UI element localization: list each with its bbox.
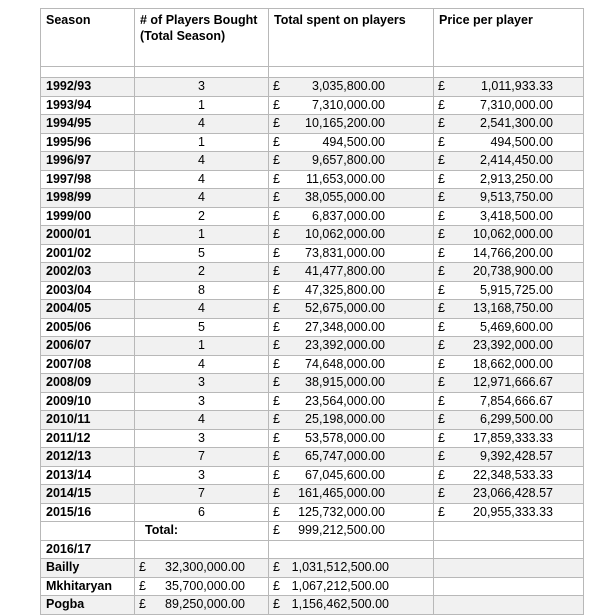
amount: 53,578,000.00 bbox=[305, 430, 385, 445]
amount: 17,859,333.33 bbox=[473, 430, 553, 445]
players-count-cell: 4 bbox=[135, 411, 269, 430]
amount: 494,500.00 bbox=[490, 134, 553, 149]
amount: 6,837,000.00 bbox=[312, 208, 385, 223]
table-row bbox=[41, 244, 584, 263]
amount: 3,035,800.00 bbox=[312, 79, 385, 94]
total-spent-cell bbox=[269, 281, 434, 300]
table-row bbox=[41, 263, 584, 282]
amount: 1,011,933.33 bbox=[480, 79, 553, 94]
signing-row bbox=[41, 577, 584, 596]
players-count-cell: 4 bbox=[135, 115, 269, 134]
total-spent-cell bbox=[269, 448, 434, 467]
players-count-cell: 3 bbox=[135, 374, 269, 393]
currency-symbol: £ bbox=[273, 301, 280, 316]
currency-symbol: £ bbox=[273, 282, 280, 297]
total-spent-cell bbox=[269, 355, 434, 374]
currency-symbol: £ bbox=[139, 578, 146, 593]
total-spent-cell bbox=[269, 170, 434, 189]
price-per-player-cell bbox=[434, 448, 584, 467]
amount: 23,066,428.57 bbox=[473, 486, 553, 501]
amount: 52,675,000.00 bbox=[305, 301, 385, 316]
currency-symbol: £ bbox=[438, 245, 445, 260]
season-cell: 2012/13 bbox=[41, 448, 135, 467]
players-count-cell: 1 bbox=[135, 226, 269, 245]
empty-cell bbox=[434, 596, 584, 615]
currency-symbol: £ bbox=[438, 134, 445, 149]
amount: 32,300,000.00 bbox=[165, 560, 245, 575]
running-total-cell bbox=[269, 596, 434, 615]
price-per-player-cell bbox=[434, 429, 584, 448]
amount: 23,392,000.00 bbox=[305, 338, 385, 353]
amount: 9,657,800.00 bbox=[312, 153, 385, 168]
price-per-player-cell bbox=[434, 189, 584, 208]
total-spent-cell bbox=[269, 429, 434, 448]
table-row bbox=[41, 318, 584, 337]
amount: 20,955,333.33 bbox=[473, 504, 553, 519]
season-cell: 2005/06 bbox=[41, 318, 135, 337]
transfer-fee-cell bbox=[135, 596, 269, 615]
currency-symbol: £ bbox=[273, 467, 280, 482]
header-price-per-player: Price per player bbox=[434, 9, 584, 67]
spacer-row bbox=[41, 67, 584, 78]
currency-symbol: £ bbox=[273, 412, 280, 427]
total-spent-cell bbox=[269, 374, 434, 393]
total-spent-cell bbox=[269, 133, 434, 152]
amount: 89,250,000.00 bbox=[165, 597, 245, 612]
players-count-cell: 4 bbox=[135, 152, 269, 171]
amount: 73,831,000.00 bbox=[305, 245, 385, 260]
total-spent-cell bbox=[269, 152, 434, 171]
table-row bbox=[41, 152, 584, 171]
header-players-bought: # of Players Bought (Total Season) bbox=[135, 9, 269, 67]
currency-symbol: £ bbox=[273, 523, 280, 538]
currency-symbol: £ bbox=[438, 79, 445, 94]
transfer-fee-cell bbox=[135, 559, 269, 578]
amount: 999,212,500.00 bbox=[298, 523, 385, 538]
amount: 11,653,000.00 bbox=[305, 171, 385, 186]
currency-symbol: £ bbox=[438, 171, 445, 186]
table-row bbox=[41, 78, 584, 97]
table-row bbox=[41, 448, 584, 467]
total-spent-cell bbox=[269, 244, 434, 263]
amount: 14,766,200.00 bbox=[473, 245, 553, 260]
season-cell: 1995/96 bbox=[41, 133, 135, 152]
players-count-cell: 2 bbox=[135, 207, 269, 226]
price-per-player-cell bbox=[434, 96, 584, 115]
currency-symbol: £ bbox=[438, 356, 445, 371]
currency-symbol: £ bbox=[273, 245, 280, 260]
amount: 9,513,750.00 bbox=[480, 190, 553, 205]
price-per-player-cell bbox=[434, 374, 584, 393]
amount: 74,648,000.00 bbox=[305, 356, 385, 371]
players-count-cell: 3 bbox=[135, 466, 269, 485]
price-per-player-cell bbox=[434, 300, 584, 319]
table-row bbox=[41, 189, 584, 208]
signing-row bbox=[41, 559, 584, 578]
players-count-cell: 8 bbox=[135, 281, 269, 300]
season-cell: 1993/94 bbox=[41, 96, 135, 115]
price-per-player-cell bbox=[434, 281, 584, 300]
amount: 18,662,000.00 bbox=[473, 356, 553, 371]
amount: 125,732,000.00 bbox=[298, 504, 385, 519]
amount: 5,469,600.00 bbox=[480, 319, 553, 334]
currency-symbol: £ bbox=[438, 153, 445, 168]
amount: 7,310,000.00 bbox=[480, 97, 553, 112]
total-spent-cell bbox=[269, 96, 434, 115]
currency-symbol: £ bbox=[273, 486, 280, 501]
currency-symbol: £ bbox=[438, 208, 445, 223]
currency-symbol: £ bbox=[273, 338, 280, 353]
season-cell: 1992/93 bbox=[41, 78, 135, 97]
table-row bbox=[41, 281, 584, 300]
price-per-player-cell bbox=[434, 226, 584, 245]
currency-symbol: £ bbox=[273, 190, 280, 205]
players-count-cell: 2 bbox=[135, 263, 269, 282]
currency-symbol: £ bbox=[139, 560, 146, 575]
table-row bbox=[41, 170, 584, 189]
amount: 7,310,000.00 bbox=[312, 97, 385, 112]
table-row bbox=[41, 411, 584, 430]
season-cell: 2001/02 bbox=[41, 244, 135, 263]
currency-symbol: £ bbox=[438, 504, 445, 519]
currency-symbol: £ bbox=[438, 319, 445, 334]
amount: 38,915,000.00 bbox=[305, 375, 385, 390]
amount: 3,418,500.00 bbox=[480, 208, 553, 223]
currency-symbol: £ bbox=[438, 282, 445, 297]
price-per-player-cell bbox=[434, 503, 584, 522]
season-cell: 2000/01 bbox=[41, 226, 135, 245]
price-per-player-cell bbox=[434, 337, 584, 356]
total-row bbox=[41, 522, 584, 541]
currency-symbol: £ bbox=[139, 597, 146, 612]
empty-cell bbox=[434, 522, 584, 541]
total-spent-cell bbox=[269, 300, 434, 319]
total-amount-cell bbox=[269, 522, 434, 541]
amount: 1,031,512,500.00 bbox=[291, 560, 389, 575]
season-cell: 2007/08 bbox=[41, 355, 135, 374]
amount: 22,348,533.33 bbox=[473, 467, 553, 482]
currency-symbol: £ bbox=[438, 467, 445, 482]
total-spent-cell bbox=[269, 503, 434, 522]
amount: 67,045,600.00 bbox=[305, 467, 385, 482]
price-per-player-cell bbox=[434, 115, 584, 134]
table-body bbox=[41, 9, 584, 615]
amount: 23,392,000.00 bbox=[473, 338, 553, 353]
price-per-player-cell bbox=[434, 133, 584, 152]
season-cell: 2009/10 bbox=[41, 392, 135, 411]
currency-symbol: £ bbox=[273, 264, 280, 279]
running-total-cell bbox=[269, 559, 434, 578]
header-total-spent: Total spent on players bbox=[269, 9, 434, 67]
currency-symbol: £ bbox=[273, 79, 280, 94]
amount: 65,747,000.00 bbox=[305, 449, 385, 464]
total-spent-cell bbox=[269, 263, 434, 282]
empty-cell bbox=[269, 540, 434, 559]
season-cell: 1994/95 bbox=[41, 115, 135, 134]
currency-symbol: £ bbox=[273, 116, 280, 131]
currency-symbol: £ bbox=[273, 560, 280, 575]
amount: 47,325,800.00 bbox=[305, 282, 385, 297]
players-count-cell: 1 bbox=[135, 96, 269, 115]
table-row bbox=[41, 96, 584, 115]
amount: 6,299,500.00 bbox=[480, 412, 553, 427]
spreadsheet bbox=[40, 8, 584, 615]
players-count-cell: 1 bbox=[135, 133, 269, 152]
players-count-cell: 5 bbox=[135, 318, 269, 337]
amount: 2,541,300.00 bbox=[480, 116, 553, 131]
currency-symbol: £ bbox=[273, 578, 280, 593]
price-per-player-cell bbox=[434, 78, 584, 97]
price-per-player-cell bbox=[434, 244, 584, 263]
amount: 494,500.00 bbox=[322, 134, 385, 149]
table-row bbox=[41, 503, 584, 522]
currency-symbol: £ bbox=[438, 393, 445, 408]
total-spent-cell bbox=[269, 411, 434, 430]
total-spent-cell bbox=[269, 207, 434, 226]
total-spent-cell bbox=[269, 78, 434, 97]
empty-cell bbox=[434, 559, 584, 578]
player-name-cell: Pogba bbox=[41, 596, 135, 615]
amount: 1,067,212,500.00 bbox=[291, 578, 389, 593]
price-per-player-cell bbox=[434, 355, 584, 374]
header-row bbox=[41, 9, 584, 67]
currency-symbol: £ bbox=[438, 412, 445, 427]
header-season: Season bbox=[41, 9, 135, 67]
price-per-player-cell bbox=[434, 318, 584, 337]
amount: 10,062,000.00 bbox=[305, 227, 385, 242]
players-count-cell: 3 bbox=[135, 429, 269, 448]
currency-symbol: £ bbox=[438, 449, 445, 464]
currency-symbol: £ bbox=[273, 227, 280, 242]
amount: 2,913,250.00 bbox=[480, 171, 553, 186]
season-cell: 2013/14 bbox=[41, 466, 135, 485]
currency-symbol: £ bbox=[273, 597, 280, 612]
total-spent-cell bbox=[269, 189, 434, 208]
amount: 25,198,000.00 bbox=[305, 412, 385, 427]
table-row bbox=[41, 374, 584, 393]
players-count-cell: 7 bbox=[135, 485, 269, 504]
amount: 13,168,750.00 bbox=[473, 301, 553, 316]
price-per-player-cell bbox=[434, 263, 584, 282]
currency-symbol: £ bbox=[273, 319, 280, 334]
amount: 9,392,428.57 bbox=[480, 449, 553, 464]
season-cell: 2015/16 bbox=[41, 503, 135, 522]
table-row bbox=[41, 429, 584, 448]
amount: 2,414,450.00 bbox=[480, 153, 553, 168]
currency-symbol: £ bbox=[438, 375, 445, 390]
season-cell: 2014/15 bbox=[41, 485, 135, 504]
players-count-cell: 4 bbox=[135, 189, 269, 208]
total-spent-cell bbox=[269, 485, 434, 504]
currency-symbol: £ bbox=[273, 449, 280, 464]
season-cell: 1996/97 bbox=[41, 152, 135, 171]
currency-symbol: £ bbox=[438, 338, 445, 353]
amount: 23,564,000.00 bbox=[305, 393, 385, 408]
currency-symbol: £ bbox=[438, 264, 445, 279]
total-spent-cell bbox=[269, 466, 434, 485]
currency-symbol: £ bbox=[438, 430, 445, 445]
season-cell: 2010/11 bbox=[41, 411, 135, 430]
table-row bbox=[41, 485, 584, 504]
price-per-player-cell bbox=[434, 411, 584, 430]
amount: 38,055,000.00 bbox=[305, 190, 385, 205]
season-cell: 1999/00 bbox=[41, 207, 135, 226]
price-per-player-cell bbox=[434, 466, 584, 485]
empty-cell bbox=[135, 540, 269, 559]
empty-cell bbox=[434, 540, 584, 559]
currency-symbol: £ bbox=[273, 153, 280, 168]
total-label: Total: bbox=[135, 522, 269, 541]
amount: 7,854,666.67 bbox=[480, 393, 553, 408]
players-count-cell: 3 bbox=[135, 392, 269, 411]
price-per-player-cell bbox=[434, 152, 584, 171]
players-count-cell: 5 bbox=[135, 244, 269, 263]
season-cell: 1998/99 bbox=[41, 189, 135, 208]
currency-symbol: £ bbox=[273, 208, 280, 223]
amount: 1,156,462,500.00 bbox=[291, 597, 389, 612]
players-count-cell: 4 bbox=[135, 170, 269, 189]
season-cell: 2016/17 bbox=[41, 540, 135, 559]
season-cell: 2011/12 bbox=[41, 429, 135, 448]
amount: 10,062,000.00 bbox=[473, 227, 553, 242]
players-count-cell: 6 bbox=[135, 503, 269, 522]
amount: 35,700,000.00 bbox=[165, 578, 245, 593]
total-spent-cell bbox=[269, 392, 434, 411]
total-spent-cell bbox=[269, 318, 434, 337]
table-row bbox=[41, 133, 584, 152]
currency-symbol: £ bbox=[273, 171, 280, 186]
amount: 27,348,000.00 bbox=[305, 319, 385, 334]
running-total-cell bbox=[269, 577, 434, 596]
players-count-cell: 4 bbox=[135, 300, 269, 319]
currency-symbol: £ bbox=[273, 375, 280, 390]
players-count-cell: 4 bbox=[135, 355, 269, 374]
currency-symbol: £ bbox=[438, 227, 445, 242]
currency-symbol: £ bbox=[273, 504, 280, 519]
players-count-cell: 1 bbox=[135, 337, 269, 356]
table-row bbox=[41, 115, 584, 134]
price-per-player-cell bbox=[434, 485, 584, 504]
players-count-cell: 7 bbox=[135, 448, 269, 467]
season-cell: 2006/07 bbox=[41, 337, 135, 356]
table-row bbox=[41, 355, 584, 374]
amount: 5,915,725.00 bbox=[480, 282, 553, 297]
currency-symbol: £ bbox=[438, 486, 445, 501]
season-cell: 2008/09 bbox=[41, 374, 135, 393]
season-cell: 2002/03 bbox=[41, 263, 135, 282]
table-row bbox=[41, 337, 584, 356]
signing-row bbox=[41, 596, 584, 615]
total-spent-cell bbox=[269, 337, 434, 356]
season-cell: 1997/98 bbox=[41, 170, 135, 189]
currency-symbol: £ bbox=[438, 116, 445, 131]
empty-cell bbox=[434, 577, 584, 596]
player-name-cell: Mkhitaryan bbox=[41, 577, 135, 596]
currency-symbol: £ bbox=[273, 97, 280, 112]
table-row bbox=[41, 226, 584, 245]
currency-symbol: £ bbox=[438, 97, 445, 112]
amount: 10,165,200.00 bbox=[305, 116, 385, 131]
transfer-fee-cell bbox=[135, 577, 269, 596]
season-2016-row bbox=[41, 540, 584, 559]
price-per-player-cell bbox=[434, 207, 584, 226]
players-count-cell: 3 bbox=[135, 78, 269, 97]
currency-symbol: £ bbox=[273, 134, 280, 149]
price-per-player-cell bbox=[434, 392, 584, 411]
total-spent-cell bbox=[269, 115, 434, 134]
currency-symbol: £ bbox=[273, 393, 280, 408]
table-row bbox=[41, 392, 584, 411]
amount: 161,465,000.00 bbox=[298, 486, 385, 501]
currency-symbol: £ bbox=[438, 190, 445, 205]
amount: 20,738,900.00 bbox=[473, 264, 553, 279]
season-cell: 2003/04 bbox=[41, 281, 135, 300]
currency-symbol: £ bbox=[273, 430, 280, 445]
table-row bbox=[41, 207, 584, 226]
currency-symbol: £ bbox=[438, 301, 445, 316]
transfer-spending-table bbox=[40, 8, 584, 615]
season-cell: 2004/05 bbox=[41, 300, 135, 319]
price-per-player-cell bbox=[434, 170, 584, 189]
amount: 12,971,666.67 bbox=[473, 375, 553, 390]
table-row bbox=[41, 466, 584, 485]
currency-symbol: £ bbox=[273, 356, 280, 371]
table-row bbox=[41, 300, 584, 319]
empty-cell bbox=[41, 522, 135, 541]
total-spent-cell bbox=[269, 226, 434, 245]
amount: 41,477,800.00 bbox=[305, 264, 385, 279]
player-name-cell: Bailly bbox=[41, 559, 135, 578]
